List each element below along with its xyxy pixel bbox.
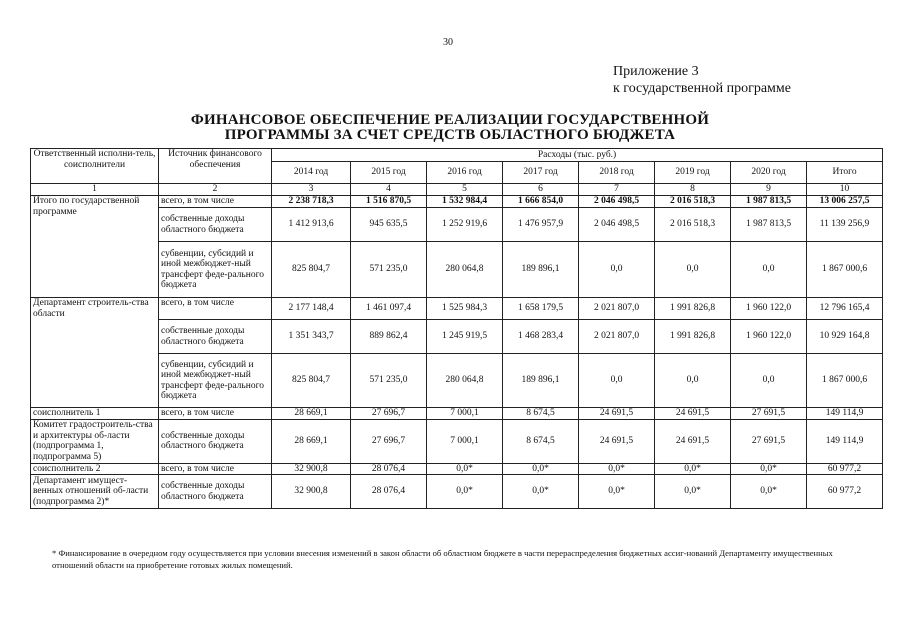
value-cell: 1 991 826,8 <box>655 298 731 320</box>
entity-cell: Департамент строитель-ства области <box>31 298 159 408</box>
value-cell: 2 238 718,3 <box>272 196 351 208</box>
value-cell: 28 076,4 <box>351 463 427 475</box>
value-cell: 0,0* <box>655 463 731 475</box>
value-cell: 28 076,4 <box>351 475 427 509</box>
value-cell: 1 867 000,6 <box>807 242 883 298</box>
table-row <box>31 408 883 420</box>
table-row <box>31 419 883 463</box>
value-cell: 1 987 813,5 <box>731 196 807 208</box>
header-year: 2019 год <box>655 162 731 184</box>
value-cell: 189 896,1 <box>503 354 579 408</box>
value-cell: 2 046 498,5 <box>579 196 655 208</box>
value-cell: 11 139 256,9 <box>807 208 883 242</box>
value-cell: 10 929 164,8 <box>807 320 883 354</box>
value-cell: 24 691,5 <box>655 419 731 463</box>
value-cell: 0,0* <box>731 475 807 509</box>
header-year: 2020 год <box>731 162 807 184</box>
value-cell: 189 896,1 <box>503 242 579 298</box>
appendix-caption <box>613 63 791 97</box>
column-number: 7 <box>579 184 655 196</box>
header-year: 2014 год <box>272 162 351 184</box>
value-cell: 280 064,8 <box>427 354 503 408</box>
source-cell: всего, в том числе <box>159 463 272 475</box>
value-cell: 27 691,5 <box>731 408 807 420</box>
value-cell: 1 867 000,6 <box>807 354 883 408</box>
value-cell: 0,0* <box>503 463 579 475</box>
value-cell: 27 696,7 <box>351 419 427 463</box>
source-cell: субвенции, субсидий и иной межбюджет-ный трансферт феде-рального бюджета <box>159 354 272 408</box>
value-cell: 2 046 498,5 <box>579 208 655 242</box>
value-cell: 0,0* <box>503 475 579 509</box>
table-header <box>31 149 883 196</box>
value-cell: 0,0* <box>731 463 807 475</box>
value-cell: 1 476 957,9 <box>503 208 579 242</box>
table-row <box>31 475 883 509</box>
value-cell: 1 468 283,4 <box>503 320 579 354</box>
value-cell: 1 658 179,5 <box>503 298 579 320</box>
value-cell: 12 796 165,4 <box>807 298 883 320</box>
source-cell: всего, в том числе <box>159 408 272 420</box>
value-cell: 7 000,1 <box>427 419 503 463</box>
table-row <box>31 196 883 208</box>
table-row <box>31 463 883 475</box>
value-cell: 0,0* <box>579 463 655 475</box>
header-responsible: Ответственный исполни-тель, соисполнители <box>31 149 159 184</box>
value-cell: 2 016 518,3 <box>655 196 731 208</box>
column-number: 2 <box>159 184 272 196</box>
value-cell: 8 674,5 <box>503 419 579 463</box>
value-cell: 0,0 <box>579 354 655 408</box>
value-cell: 2 021 807,0 <box>579 298 655 320</box>
value-cell: 1 516 870,5 <box>351 196 427 208</box>
header-year: 2018 год <box>579 162 655 184</box>
page-number: 30 <box>443 37 453 48</box>
column-number: 6 <box>503 184 579 196</box>
value-cell: 571 235,0 <box>351 354 427 408</box>
value-cell: 60 977,2 <box>807 463 883 475</box>
entity-cell: Департамент имущест-венных отношений об-ласти (подпрограмма 2)* <box>31 475 159 509</box>
value-cell: 1 987 813,5 <box>731 208 807 242</box>
header-source: Источник финансового обеспечения <box>159 149 272 184</box>
coexecutor-label: соисполнитель 1 <box>31 408 159 420</box>
value-cell: 27 691,5 <box>731 419 807 463</box>
value-cell: 0,0* <box>655 475 731 509</box>
value-cell: 32 900,8 <box>272 463 351 475</box>
value-cell: 149 114,9 <box>807 408 883 420</box>
value-cell: 1 412 913,6 <box>272 208 351 242</box>
value-cell: 2 177 148,4 <box>272 298 351 320</box>
value-cell: 2 021 807,0 <box>579 320 655 354</box>
source-cell: всего, в том числе <box>159 196 272 208</box>
header-year: 2015 год <box>351 162 427 184</box>
value-cell: 0,0 <box>579 242 655 298</box>
financing-table <box>30 148 883 509</box>
table-body <box>31 196 883 509</box>
table-row <box>31 242 883 298</box>
appendix-line-2: к государственной программе <box>613 81 791 96</box>
column-number: 1 <box>31 184 159 196</box>
value-cell: 28 669,1 <box>272 419 351 463</box>
value-cell: 280 064,8 <box>427 242 503 298</box>
header-total: Итого <box>807 162 883 184</box>
value-cell: 8 674,5 <box>503 408 579 420</box>
value-cell: 1 525 984,3 <box>427 298 503 320</box>
value-cell: 1 461 097,4 <box>351 298 427 320</box>
value-cell: 1 991 826,8 <box>655 320 731 354</box>
value-cell: 24 691,5 <box>579 419 655 463</box>
column-number: 4 <box>351 184 427 196</box>
source-cell: собственные доходы областного бюджета <box>159 475 272 509</box>
value-cell: 825 804,7 <box>272 242 351 298</box>
entity-cell: Комитет градостроитель-ства и архитектуры об-ласти (подпрограмма 1, подпрограмма 5) <box>31 419 159 463</box>
source-cell: собственные доходы областного бюджета <box>159 320 272 354</box>
value-cell: 0,0* <box>579 475 655 509</box>
entity-cell: Итого по государственной программе <box>31 196 159 298</box>
value-cell: 1 351 343,7 <box>272 320 351 354</box>
value-cell: 889 862,4 <box>351 320 427 354</box>
value-cell: 2 016 518,3 <box>655 208 731 242</box>
column-number: 9 <box>731 184 807 196</box>
value-cell: 1 532 984,4 <box>427 196 503 208</box>
value-cell: 13 006 257,5 <box>807 196 883 208</box>
value-cell: 32 900,8 <box>272 475 351 509</box>
value-cell: 7 000,1 <box>427 408 503 420</box>
column-numbers-row <box>31 184 883 196</box>
title-line-1: ФИНАНСОВОЕ ОБЕСПЕЧЕНИЕ РЕАЛИЗАЦИИ ГОСУДАРСТВЕННОЙ <box>190 112 710 128</box>
column-number: 3 <box>272 184 351 196</box>
value-cell: 24 691,5 <box>655 408 731 420</box>
appendix-line-1: Приложение 3 <box>613 64 699 79</box>
header-year: 2017 год <box>503 162 579 184</box>
header-expenses: Расходы (тыс. руб.) <box>272 149 883 162</box>
table-row <box>31 208 883 242</box>
column-number: 10 <box>807 184 883 196</box>
column-number: 5 <box>427 184 503 196</box>
footnote: * Финансирование в очередном году осуществляется при условии внесения изменений в закон области об областном бюджете в части перераспределения бюджетных ассиг-нований Департаменту имущественных отношений области на приобретение готовых жилых помещений. <box>52 548 833 570</box>
document-title <box>150 113 750 143</box>
value-cell: 1 960 122,0 <box>731 320 807 354</box>
table-row <box>31 298 883 320</box>
value-cell: 0,0 <box>655 242 731 298</box>
value-cell: 60 977,2 <box>807 475 883 509</box>
value-cell: 0,0 <box>655 354 731 408</box>
table-row <box>31 354 883 408</box>
value-cell: 0,0* <box>427 463 503 475</box>
source-cell: всего, в том числе <box>159 298 272 320</box>
value-cell: 0,0 <box>731 242 807 298</box>
value-cell: 571 235,0 <box>351 242 427 298</box>
value-cell: 1 245 919,5 <box>427 320 503 354</box>
value-cell: 825 804,7 <box>272 354 351 408</box>
value-cell: 28 669,1 <box>272 408 351 420</box>
value-cell: 0,0 <box>731 354 807 408</box>
value-cell: 945 635,5 <box>351 208 427 242</box>
title-line-2: ПРОГРАММЫ ЗА СЧЕТ СРЕДСТВ ОБЛАСТНОГО БЮДЖЕТА <box>224 127 676 143</box>
value-cell: 0,0* <box>427 475 503 509</box>
value-cell: 149 114,9 <box>807 419 883 463</box>
source-cell: собственные доходы областного бюджета <box>159 419 272 463</box>
value-cell: 1 666 854,0 <box>503 196 579 208</box>
value-cell: 1 252 919,6 <box>427 208 503 242</box>
source-cell: собственные доходы областного бюджета <box>159 208 272 242</box>
coexecutor-label: соисполнитель 2 <box>31 463 159 475</box>
source-cell: субвенции, субсидий и иной межбюджет-ный трансферт феде-рального бюджета <box>159 242 272 298</box>
table-row <box>31 320 883 354</box>
value-cell: 27 696,7 <box>351 408 427 420</box>
column-number: 8 <box>655 184 731 196</box>
value-cell: 1 960 122,0 <box>731 298 807 320</box>
value-cell: 24 691,5 <box>579 408 655 420</box>
header-year: 2016 год <box>427 162 503 184</box>
